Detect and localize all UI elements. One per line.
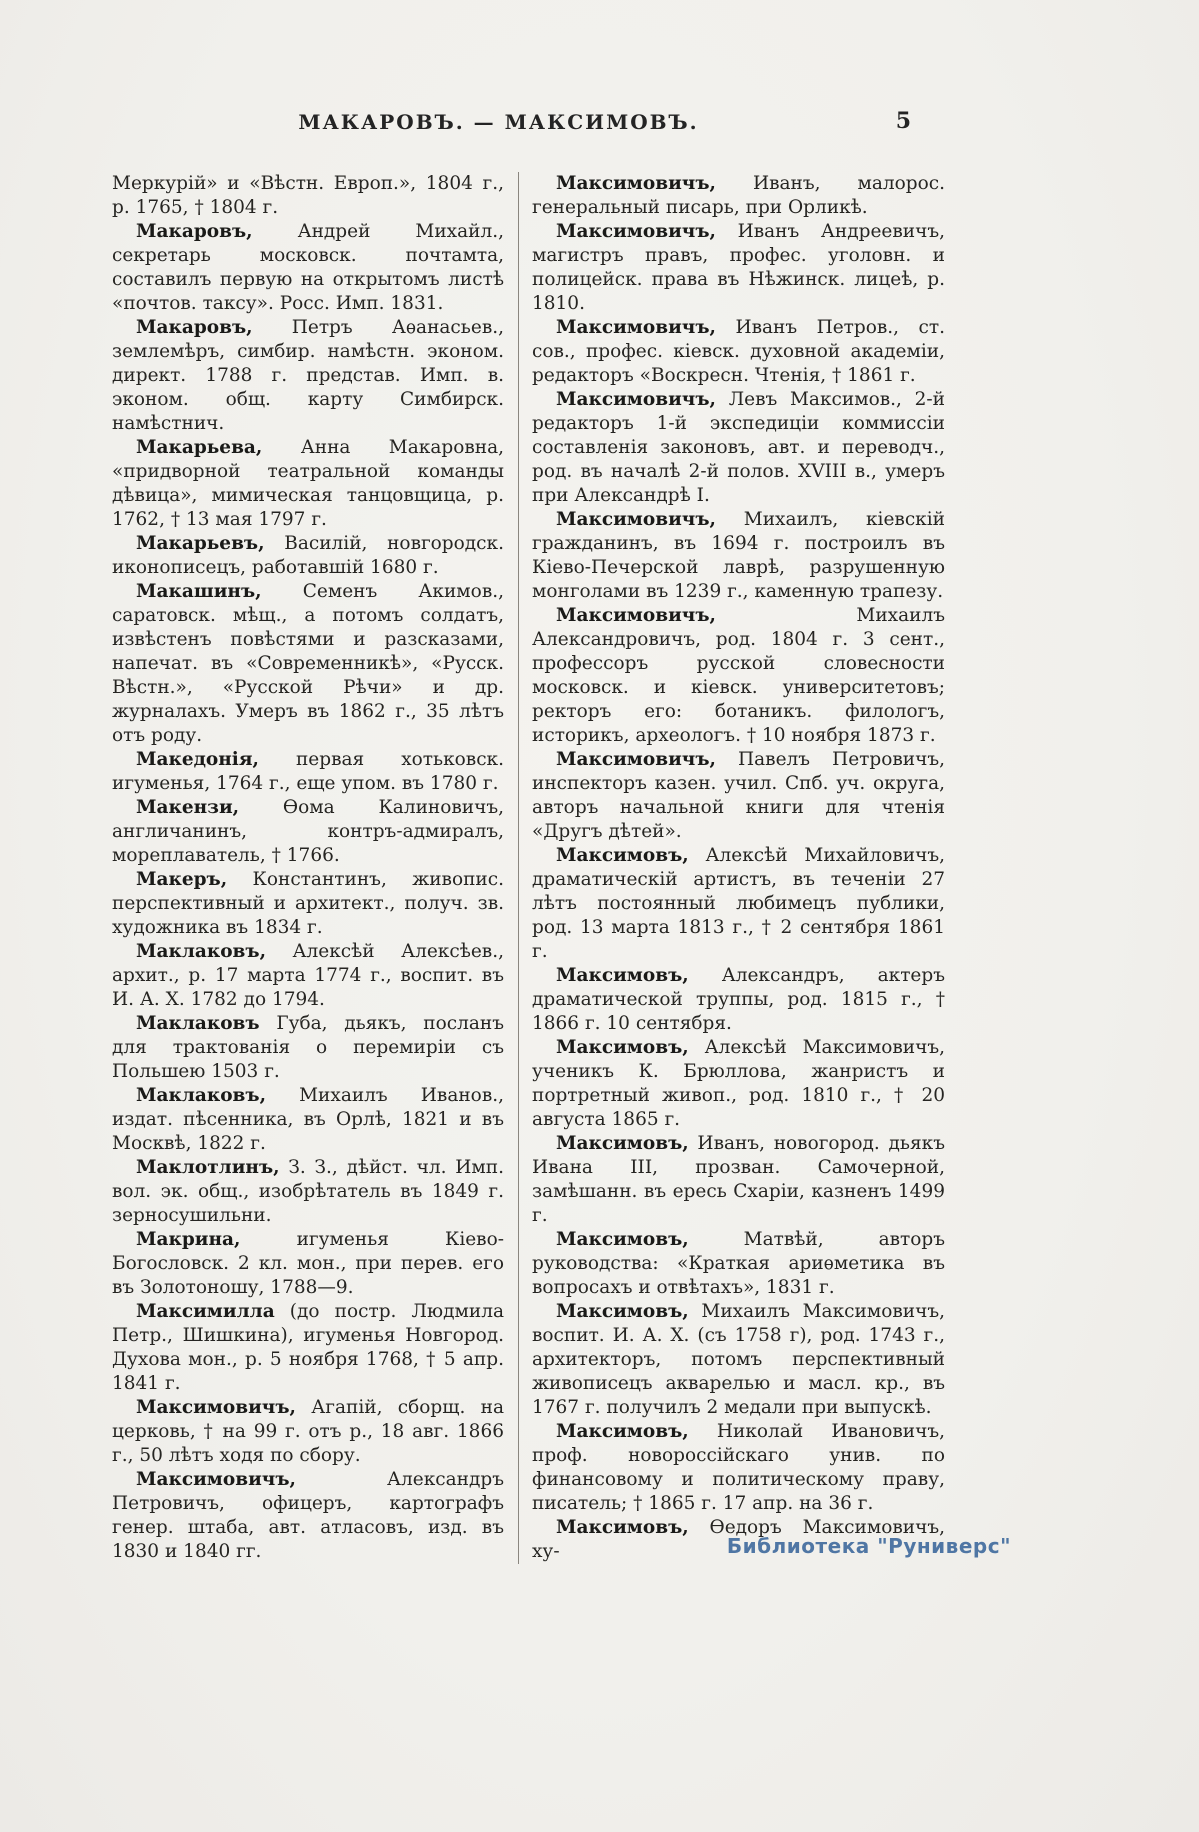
entry-headword: Максимовъ, — [556, 1037, 689, 1058]
entry-text: Иванъ, малорос. генеральный писарь, при Орликѣ. — [532, 173, 945, 218]
entry-text: Анна Макаровна, «придворной театральной команды дѣвица», мимическая танцовщица, р. 1762, † 13 мая 1797 г. — [112, 437, 504, 530]
entry-text: Петръ Аѳанасьев., землемѣръ, симбир. намѣстн. эконом. директ. 1788 г. представ. Имп. в. эконом. общ. карту Симбирск. намѣстнич. — [112, 317, 504, 434]
dictionary-entry — [532, 508, 945, 604]
entry-text: Иванъ Петров., ст. сов., профес. кіевск. духовной академіи, редакторъ «Воскресн. Чтенія, † 1861 г. — [532, 317, 945, 386]
entry-headword: Максимовичъ, — [556, 389, 716, 410]
dictionary-entry — [532, 844, 945, 964]
entry-text: Василій, новгородск. иконописецъ, работавшій 1680 г. — [112, 533, 504, 578]
entry-headword: Максимовичъ, — [556, 605, 716, 626]
dictionary-entry — [112, 748, 504, 796]
entry-text: Губа, дьякъ, посланъ для трактованія о перемиріи съ Польшею 1503 г. — [112, 1013, 504, 1082]
dictionary-entry — [112, 1468, 504, 1564]
text-columns — [112, 172, 945, 1564]
entry-headword: Максимовъ, — [556, 1133, 689, 1154]
library-watermark: Библиотека "Руниверс" — [726, 1534, 1011, 1558]
entry-text: Матвѣй, авторъ руководства: «Краткая ариѳметика въ вопросахъ и отвѣтахъ», 1831 г. — [532, 1229, 945, 1298]
entry-headword: Максимовъ, — [556, 845, 689, 866]
entry-headword: Максимовичъ, — [556, 749, 716, 770]
entry-headword: Макарьевъ, — [136, 533, 265, 554]
dictionary-entry — [532, 1420, 945, 1516]
entry-headword: Макаровъ, — [136, 317, 253, 338]
entry-text: Алексѣй Максимовичъ, ученикъ К. Брюллова, жанристъ и портретный живоп., род. 1810 г., † 20 августа 1865 г. — [532, 1037, 945, 1130]
dictionary-entry — [112, 1396, 504, 1468]
entry-text: Левъ Максимов., 2-й редакторъ 1-й экспедиціи коммиссіи составленія законовъ, авт. и переводч., род. въ началѣ 2-й полов. XVIII в., умеръ при Александрѣ I. — [532, 389, 945, 506]
dictionary-entry — [532, 316, 945, 388]
dictionary-entry — [112, 940, 504, 1012]
entry-headword: Макензи, — [136, 797, 240, 818]
dictionary-entry — [112, 1228, 504, 1300]
dictionary-entry — [112, 436, 504, 532]
entry-text: (до постр. Людмила Петр., Шишкина), игуменья Новгород. Духова мон., р. 5 ноября 1768, † 5 апр. 1841 г. — [112, 1301, 504, 1394]
dictionary-entry — [112, 1012, 504, 1084]
entry-headword: Максимовъ, — [556, 1421, 689, 1442]
entry-headword: Максимовичъ, — [556, 173, 716, 194]
dictionary-entry — [112, 868, 504, 940]
dictionary-entry — [532, 220, 945, 316]
dictionary-entry — [532, 1228, 945, 1300]
entry-text: Семенъ Акимов., саратовск. мѣщ., а потомъ солдатъ, извѣстенъ повѣстями и разсказами, напечат. въ «Современникѣ», «Русск. Вѣстн.», «Русской Рѣчи» и др. журналахъ. Умеръ въ 1862 г., 35 лѣтъ отъ роду. — [112, 581, 504, 746]
entry-headword: Максимовичъ, — [136, 1469, 296, 1490]
entry-headword: Макаровъ, — [136, 221, 253, 242]
dictionary-entry — [532, 1132, 945, 1228]
entry-text: Александръ, актеръ драматической труппы, род. 1815 г., † 1866 г. 10 сентября. — [532, 965, 945, 1034]
dictionary-entry — [112, 796, 504, 868]
dictionary-entry — [532, 1300, 945, 1420]
dictionary-entry — [112, 532, 504, 580]
entry-text: Николай Ивановичъ, проф. новороссійскаго унив. по финансовому и политическому праву, писатель; † 1865 г. 17 апр. на 36 г. — [532, 1421, 945, 1514]
entry-text: Агапій, сборщ. на церковь, † на 99 г. отъ р., 18 авг. 1866 г., 50 лѣтъ ходя по сбору. — [112, 1397, 504, 1466]
entry-text: Андрей Михайл., секретарь московск. почтамта, составилъ первую на открытомъ листѣ «почтов. таксу». Росс. Имп. 1831. — [112, 221, 504, 314]
entry-headword: Макеръ, — [136, 869, 228, 890]
entry-text: Алексѣй Михайловичъ, драматическій артистъ, въ теченіи 27 лѣтъ постоянный любимецъ публики, род. 13 марта 1813 г., † 2 сентября 1861 г. — [532, 845, 945, 962]
dictionary-entry — [532, 1036, 945, 1132]
entry-headword: Макрина, — [136, 1229, 241, 1250]
entry-headword: Максимовичъ, — [556, 221, 716, 242]
dictionary-entry — [112, 220, 504, 316]
entry-text: Иванъ, новогород. дьякъ Ивана III, прозван. Самочерной, замѣшанн. въ ересь Схаріи, казненъ 1499 г. — [532, 1133, 945, 1226]
entry-headword: Максимовичъ, — [556, 317, 716, 338]
entry-text: Михаилъ Максимовичъ, воспит. И. А. Х. (съ 1758 г), род. 1743 г., архитекторъ, потомъ перспективный живописецъ акварелью и масл. кр., въ 1767 г. получилъ 2 медали при выпускѣ. — [532, 1301, 945, 1418]
dictionary-entry — [532, 604, 945, 748]
entry-text: Михаилъ Иванов., издат. пѣсенника, въ Орлѣ, 1821 и въ Москвѣ, 1822 г. — [112, 1085, 504, 1154]
dictionary-entry — [112, 1300, 504, 1396]
entry-headword: Максимовъ, — [556, 965, 689, 986]
running-title: МАКАРОВЪ. — МАКСИМОВЪ. — [298, 110, 699, 134]
entry-text: игуменья Кіево-Богословск. 2 кл. мон., при перев. его въ Золотоношу, 1788—9. — [112, 1229, 504, 1298]
entry-headword: Максимовъ, — [556, 1301, 689, 1322]
entry-text: Александръ Петровичъ, офицеръ, картографъ генер. штаба, авт. атласовъ, изд. въ 1830 и 1840 гг. — [112, 1469, 504, 1562]
entry-text: Меркурій» и «Вѣстн. Европ.», 1804 г., р. 1765, † 1804 г. — [112, 173, 504, 218]
dictionary-entry — [112, 1084, 504, 1156]
entry-text: Константинъ, живопис. перспективный и архитект., получ. зв. художника въ 1834 г. — [112, 869, 504, 938]
page-number: 5 — [895, 108, 911, 134]
entry-text: Ѳома Калиновичъ, англичанинъ, контръ-адмиралъ, мореплаватель, † 1766. — [112, 797, 504, 866]
entry-text: Михаилъ, кіевскій гражданинъ, въ 1694 г. построилъ въ Кіево-Печерской лаврѣ, разрушенную монголами въ 1239 г., каменную трапезу. — [532, 509, 945, 602]
entry-headword: Макашинъ, — [136, 581, 262, 602]
entry-text: Ѳедоръ Максимовичъ, ху- — [532, 1517, 945, 1562]
page-header — [112, 110, 945, 142]
dictionary-entry — [112, 1156, 504, 1228]
entry-text: З. З., дѣйст. чл. Имп. вол. эк. общ., изобрѣтатель въ 1849 г. зерносушильни. — [112, 1157, 504, 1226]
entry-headword: Максимовъ, — [556, 1517, 689, 1538]
dictionary-entry — [532, 172, 945, 220]
entry-headword: Маклаковъ, — [136, 941, 267, 962]
dictionary-entry — [112, 172, 504, 220]
entry-headword: Максимовичъ, — [556, 509, 716, 530]
entry-headword: Макарьева, — [136, 437, 263, 458]
entry-headword: Македонія, — [136, 749, 259, 770]
entry-headword: Максимовъ, — [556, 1229, 689, 1250]
entry-headword: Максимилла — [136, 1301, 275, 1322]
right-column — [518, 172, 945, 1564]
entry-text: первая хотьковск. игуменья, 1764 г., еще упом. въ 1780 г. — [112, 749, 504, 794]
entry-headword: Маклаковъ — [136, 1013, 260, 1034]
entry-text: Павелъ Петровичъ, инспекторъ казен. учил. Спб. уч. округа, авторъ начальной книги для чтенія «Другъ дѣтей». — [532, 749, 945, 842]
dictionary-entry — [112, 580, 504, 748]
dictionary-entry — [532, 964, 945, 1036]
left-column — [112, 172, 518, 1564]
entry-headword: Маклотлинъ, — [136, 1157, 280, 1178]
entry-text: Михаилъ Александровичъ, род. 1804 г. 3 сент., профессоръ русской словесности московск. и кіевск. университетовъ; ректоръ его: ботаникъ. филологъ, историкъ, археологъ. † 10 ноября 1873 г. — [532, 605, 945, 746]
dictionary-entry — [112, 316, 504, 436]
entry-headword: Максимовичъ, — [136, 1397, 296, 1418]
entry-headword: Маклаковъ, — [136, 1085, 267, 1106]
dictionary-entry — [532, 388, 945, 508]
dictionary-entry — [532, 748, 945, 844]
entry-text: Алексѣй Алексѣев., архит., р. 17 марта 1774 г., воспит. въ И. А. Х. 1782 до 1794. — [112, 941, 504, 1010]
entry-text: Иванъ Андреевичъ, магистръ правъ, профес. уголовн. и полицейск. права въ Нѣжинск. лицеѣ, р. 1810. — [532, 221, 945, 314]
